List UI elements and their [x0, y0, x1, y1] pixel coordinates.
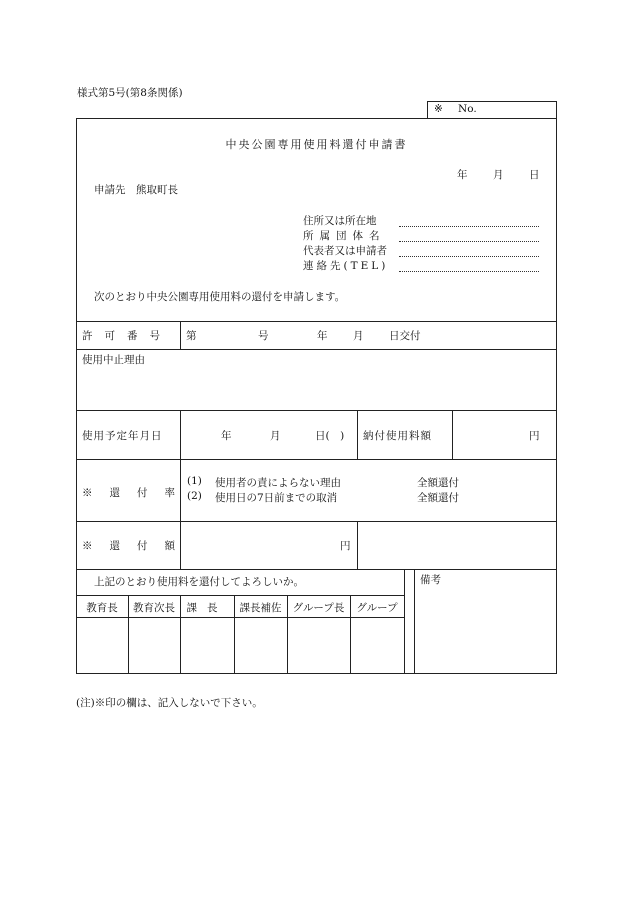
- refund-amount-yen: 円: [340, 540, 351, 552]
- rate-item-1-no: (1): [187, 475, 202, 487]
- approval-col-group: グループ: [356, 602, 398, 614]
- permit-label: 許可番号: [82, 330, 172, 342]
- approval-col-section-chief: 課長: [186, 602, 228, 614]
- permit-prefix: 第: [186, 330, 197, 342]
- approval-col-superintendent: 教育長: [86, 602, 118, 614]
- fee-yen: 円: [529, 430, 540, 442]
- request-text: 次のとおり中央公園専用使用料の還付を申請します。: [94, 291, 346, 303]
- field-contact-line[interactable]: [399, 271, 539, 272]
- permit-month: 月: [353, 330, 364, 342]
- cancel-reason-label: 使用中止理由: [82, 354, 145, 366]
- date-day: 日: [529, 169, 540, 181]
- field-representative-label: 代表者又は申請者: [303, 245, 387, 257]
- rate-item-1-text: 使用者の責によらない理由: [215, 477, 341, 489]
- scheduled-label: 使用予定年月日: [82, 430, 163, 442]
- field-org-line[interactable]: [399, 241, 539, 242]
- refund-rate-text: ※還付率: [82, 487, 192, 499]
- permit-year: 年: [317, 330, 328, 342]
- no-label: No.: [458, 103, 477, 115]
- approval-col-assistant-chief: 課長補佐: [239, 602, 282, 614]
- approval-col-deputy: 教育次長: [133, 602, 175, 614]
- field-contact-label: 連絡先(TEL): [303, 260, 389, 272]
- page-title: 中央公園専用使用料還付申請書: [225, 138, 408, 151]
- approval-col-group-leader: グループ長: [292, 602, 345, 614]
- field-address-label: 住所又は所在地: [303, 215, 377, 227]
- approval-text: 上記のとおり使用料を還付してよろしいか。: [94, 576, 304, 588]
- field-representative-line[interactable]: [399, 256, 539, 257]
- form-number: 様式第5号(第8条関係): [77, 87, 183, 99]
- permit-day-issue: 日交付: [389, 330, 421, 342]
- refund-amount-label: [82, 538, 192, 553]
- field-org-label: 所属団体名: [303, 230, 386, 242]
- no-mark: ※: [434, 103, 443, 115]
- rate-item-2-no: (2): [187, 490, 202, 502]
- rate-item-2-rate: 全額還付: [417, 492, 459, 504]
- no-box: [427, 101, 557, 119]
- form-table: [76, 118, 557, 674]
- refund-rate-label: [82, 485, 192, 500]
- field-address-line[interactable]: [399, 226, 539, 227]
- footnote: (注)※印の欄は、記入しないで下さい。: [76, 697, 263, 709]
- scheduled-year: 年: [221, 430, 232, 442]
- rate-item-1-rate: 全額還付: [417, 477, 459, 489]
- fee-label: 納付使用料額: [363, 430, 432, 442]
- date-month: 月: [493, 169, 504, 181]
- scheduled-month: 月: [270, 430, 281, 442]
- refund-amount-text: ※還付額: [82, 540, 192, 552]
- rate-item-2-text: 使用日の7日前までの取消: [215, 492, 338, 504]
- permit-number: 号: [258, 330, 269, 342]
- addressee: 申請先 熊取町長: [94, 184, 178, 196]
- remarks-label: 備考: [420, 574, 441, 586]
- scheduled-day: 日( ): [315, 430, 345, 442]
- date-year: 年: [457, 169, 468, 181]
